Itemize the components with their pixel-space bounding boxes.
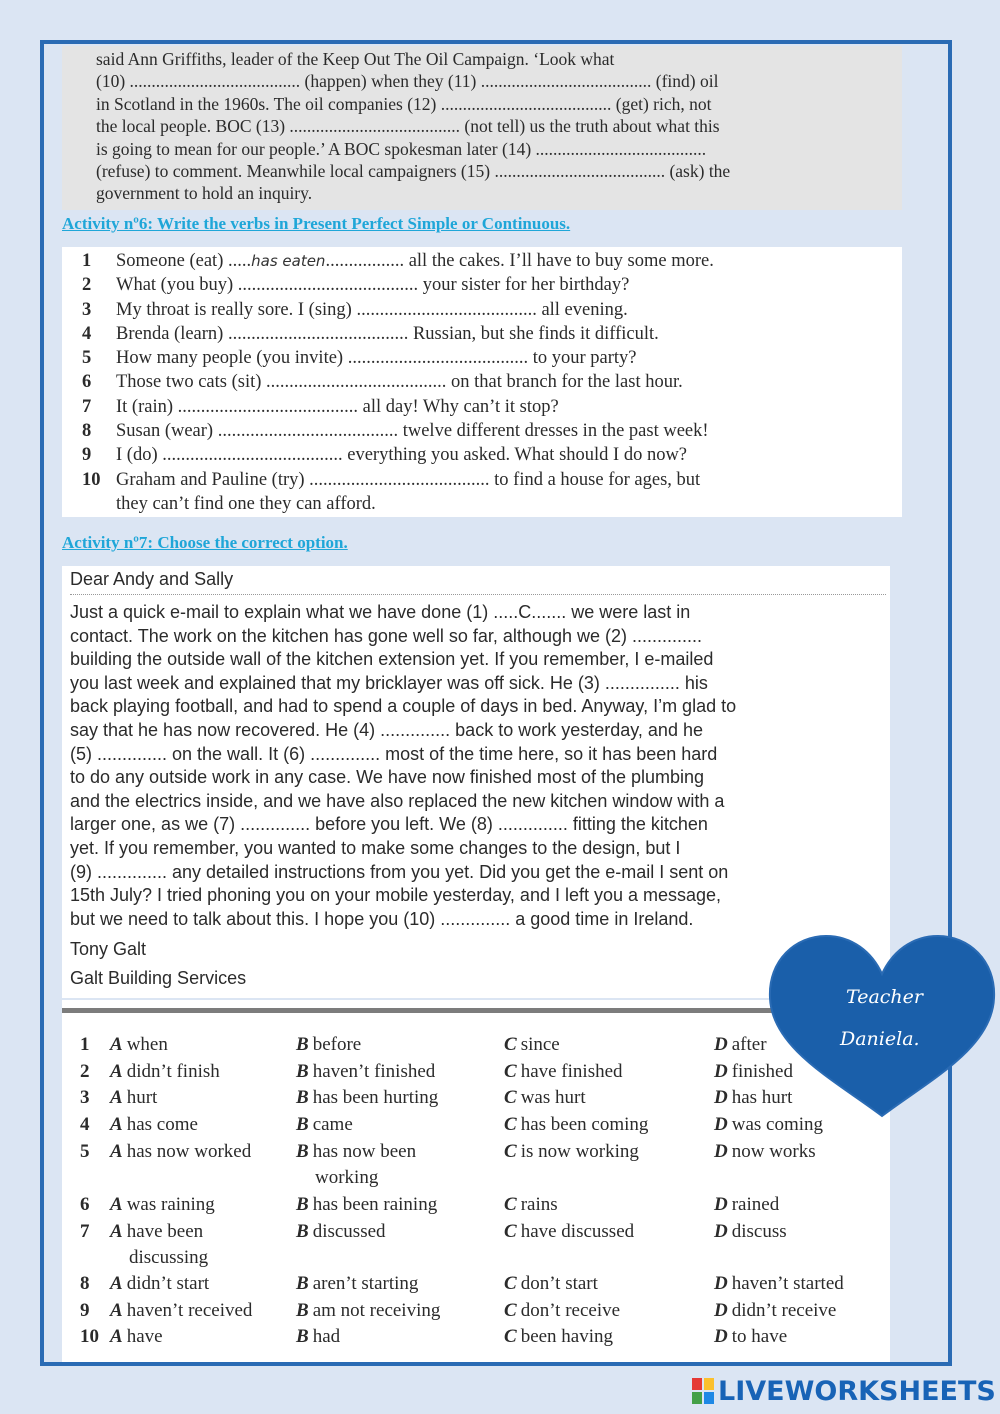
passage-line: in Scotland in the 1960s. The oil companies (12) ....................................... (get) rich, not	[96, 93, 712, 114]
heart-icon	[764, 930, 1000, 1120]
option-b[interactable]: B haven’t finished	[296, 1061, 436, 1082]
option-b[interactable]: B am not receiving	[296, 1300, 441, 1321]
letter-greeting: Dear Andy and Sally	[70, 569, 234, 589]
option-d[interactable]: D was coming	[714, 1114, 824, 1135]
letter-line[interactable]: but we need to talk about this. I hope you (10) .............. a good time in Ireland.	[70, 908, 694, 929]
reading-passage	[62, 46, 902, 210]
letter-line[interactable]: (5) .............. on the wall. It (6) .............. most of the time here, so it has been hard	[70, 743, 718, 764]
item-number: 2	[82, 275, 92, 296]
item-text: How many people (you invite) ....................................... to your party?	[116, 348, 637, 369]
option-number: 1	[80, 1034, 90, 1055]
exercise-item[interactable]	[82, 322, 902, 346]
option-d[interactable]: D now works	[714, 1141, 816, 1162]
option-number: 4	[80, 1114, 90, 1135]
exercise-item[interactable]	[82, 419, 902, 443]
option-number: 3	[80, 1087, 90, 1108]
option-a[interactable]: A have been	[110, 1221, 204, 1242]
logo-mark-icon	[692, 1378, 714, 1404]
option-c[interactable]: C don’t start	[504, 1273, 598, 1294]
item-text: Susan (wear) ....................................... twelve different dresses in the past week!	[116, 421, 709, 442]
option-number: 10	[80, 1326, 99, 1347]
letter-line[interactable]: Just a quick e-mail to explain what we have done (1) .....C....... we were last in	[70, 602, 691, 622]
item-number: 5	[82, 348, 92, 369]
letter-line[interactable]: say that he has now recovered. He (4) .............. back to work yesterday, and he	[70, 719, 703, 740]
option-d[interactable]: D has hurt	[714, 1087, 793, 1108]
exercise-item[interactable]	[82, 370, 902, 394]
option-c[interactable]: C was hurt	[504, 1087, 586, 1108]
letter-line: building the outside wall of the kitchen extension yet. If you remember, I e-mailed	[70, 649, 714, 670]
letter-line: and the electrics inside, and we have also replaced the new kitchen window with a	[70, 790, 725, 811]
option-b[interactable]: B had	[296, 1326, 341, 1347]
letter-line[interactable]: contact. The work on the kitchen has gone well so far, although we (2) ..............	[70, 625, 703, 646]
item-number: 10	[82, 469, 101, 490]
activity6-exercise	[62, 247, 902, 517]
option-a[interactable]: A have	[110, 1326, 163, 1347]
teacher-heart-badge	[764, 930, 1000, 1120]
option-a[interactable]: A has now worked	[110, 1141, 252, 1162]
item-number: 9	[82, 445, 92, 466]
option-c[interactable]: C have discussed	[504, 1221, 635, 1242]
option-number: 8	[80, 1273, 90, 1294]
option-a[interactable]: A has come	[110, 1114, 198, 1135]
item-number: 3	[82, 299, 92, 320]
option-a[interactable]: A when	[110, 1034, 168, 1055]
exercise-item[interactable]	[82, 346, 902, 370]
badge-line2: Daniela.	[840, 1028, 920, 1050]
letter-line[interactable]: (9) .............. any detailed instructions from you yet. Did you get the e-mail I sent on	[70, 861, 729, 882]
signature-company: Galt Building Services	[70, 968, 247, 989]
item-text: I (do) ....................................... everything you asked. What should I do now?	[116, 445, 688, 466]
letter-line: to do any outside work in any case. We have now finished most of the plumbing	[70, 767, 705, 788]
letter-line: 15th July? I tried phoning you on your mobile yesterday, and I left you a message,	[70, 885, 722, 906]
badge-line1: Teacher	[846, 986, 923, 1008]
option-a[interactable]: A didn’t start	[110, 1273, 210, 1294]
item-number: 6	[82, 372, 92, 393]
option-c[interactable]: C has been coming	[504, 1114, 649, 1135]
letter-line[interactable]: you last week and explained that my bricklayer was off sick. He (3) ............... his	[70, 672, 708, 693]
passage-line: (refuse) to comment. Meanwhile local campaigners (15) ....................................... (ask) the	[96, 161, 731, 182]
item-text: Someone (eat) .....	[116, 251, 252, 271]
option-d[interactable]: D discuss	[714, 1221, 787, 1242]
option-number: 5	[80, 1141, 90, 1162]
answer-field[interactable]: has eaten	[251, 252, 326, 270]
option-c[interactable]: C since	[504, 1034, 560, 1055]
option-d[interactable]: D to have	[714, 1326, 788, 1347]
passage-line: is going to mean for our people.’ A BOC spokesman later (14) .......................................	[96, 138, 707, 159]
option-a[interactable]: A haven’t received	[110, 1300, 253, 1321]
option-b[interactable]: B before	[296, 1034, 362, 1055]
letter-line[interactable]: larger one, as we (7) .............. before you left. We (8) .............. fitting the kitchen	[70, 814, 708, 835]
letter-line: yet. If you remember, you wanted to make some changes to the design, but I	[70, 837, 681, 858]
passage-line: (10) ....................................... (happen) when they (11) ....................................... (find) oil	[96, 71, 719, 92]
item-text: What (you buy) ....................................... your sister for her birthday?	[116, 275, 630, 296]
item-text: ................. all the cakes. I’ll have to buy some more.	[325, 251, 714, 271]
item-number: 1	[82, 251, 92, 271]
exercise-item[interactable]	[82, 298, 902, 322]
item-text: they can’t find one they can afford.	[116, 493, 376, 514]
option-b[interactable]: B has been hurting	[296, 1087, 439, 1108]
exercise-item[interactable]	[82, 273, 902, 297]
passage-line: the local people. BOC (13) ....................................... (not tell) us the truth about what this	[96, 116, 720, 137]
option-number: 9	[80, 1300, 90, 1321]
option-b[interactable]: B discussed	[296, 1221, 386, 1242]
exercise-item[interactable]	[82, 468, 902, 492]
item-number: 7	[82, 396, 92, 417]
item-text: It (rain) ....................................... all day! Why can’t it stop?	[116, 396, 559, 417]
option-d[interactable]: D after	[714, 1034, 767, 1055]
option-b[interactable]: B aren’t starting	[296, 1273, 419, 1294]
option-c[interactable]: C don’t receive	[504, 1300, 621, 1321]
option-c[interactable]: C have finished	[504, 1061, 623, 1082]
item-text: My throat is really sore. I (sing) ....................................... all evening.	[116, 299, 628, 320]
item-number: 8	[82, 421, 92, 442]
option-number: 7	[80, 1221, 90, 1242]
option-d[interactable]: D rained	[714, 1194, 780, 1215]
option-a[interactable]: A didn’t finish	[110, 1061, 220, 1082]
activity7-title: Activity nº7: Choose the correct option.	[62, 533, 348, 552]
option-number: 6	[80, 1194, 90, 1215]
option-a[interactable]: A hurt	[110, 1087, 158, 1108]
liveworksheets-logo	[692, 1376, 996, 1406]
option-a[interactable]: A was raining	[110, 1194, 215, 1215]
item-text: Graham and Pauline (try) ....................................... to find a house for ages, but	[116, 469, 701, 490]
option-c[interactable]: C been having	[504, 1326, 614, 1347]
signature-name: Tony Galt	[70, 939, 147, 960]
option-d[interactable]: D didn’t receive	[714, 1300, 837, 1321]
item-text: Brenda (learn) ....................................... Russian, but she finds it difficult.	[116, 323, 659, 344]
option-b[interactable]: B came	[296, 1114, 353, 1135]
exercise-item	[82, 249, 902, 273]
option-d[interactable]: D finished	[714, 1061, 793, 1082]
option-b-continued: working	[315, 1167, 379, 1188]
exercise-item-continuation	[82, 492, 902, 516]
option-number: 2	[80, 1061, 90, 1082]
option-b[interactable]: B has been raining	[296, 1194, 438, 1215]
option-a-continued: discussing	[129, 1247, 209, 1268]
exercise-item[interactable]	[82, 395, 902, 419]
item-text: Those two cats (sit) ....................................... on that branch for the last hour.	[116, 372, 683, 393]
activity6-title: Activity nº6: Write the verbs in Present Perfect Simple or Continuous.	[62, 214, 571, 233]
letter-line: back playing football, and had to spend a couple of days in bed. Anyway, I’m glad to	[70, 696, 737, 717]
divider	[70, 594, 886, 595]
passage-line: said Ann Griffiths, leader of the Keep Out The Oil Campaign. ‘Look what	[96, 49, 615, 69]
option-c[interactable]: C rains	[504, 1194, 558, 1215]
option-d[interactable]: D haven’t started	[714, 1273, 844, 1294]
passage-line: government to hold an inquiry.	[96, 183, 313, 204]
exercise-item[interactable]	[82, 443, 902, 467]
logo-text: LIVEWORKSHEETS	[718, 1375, 996, 1407]
option-c[interactable]: C is now working	[504, 1141, 639, 1162]
item-number: 4	[82, 323, 92, 344]
option-b[interactable]: B has now been	[296, 1141, 417, 1162]
